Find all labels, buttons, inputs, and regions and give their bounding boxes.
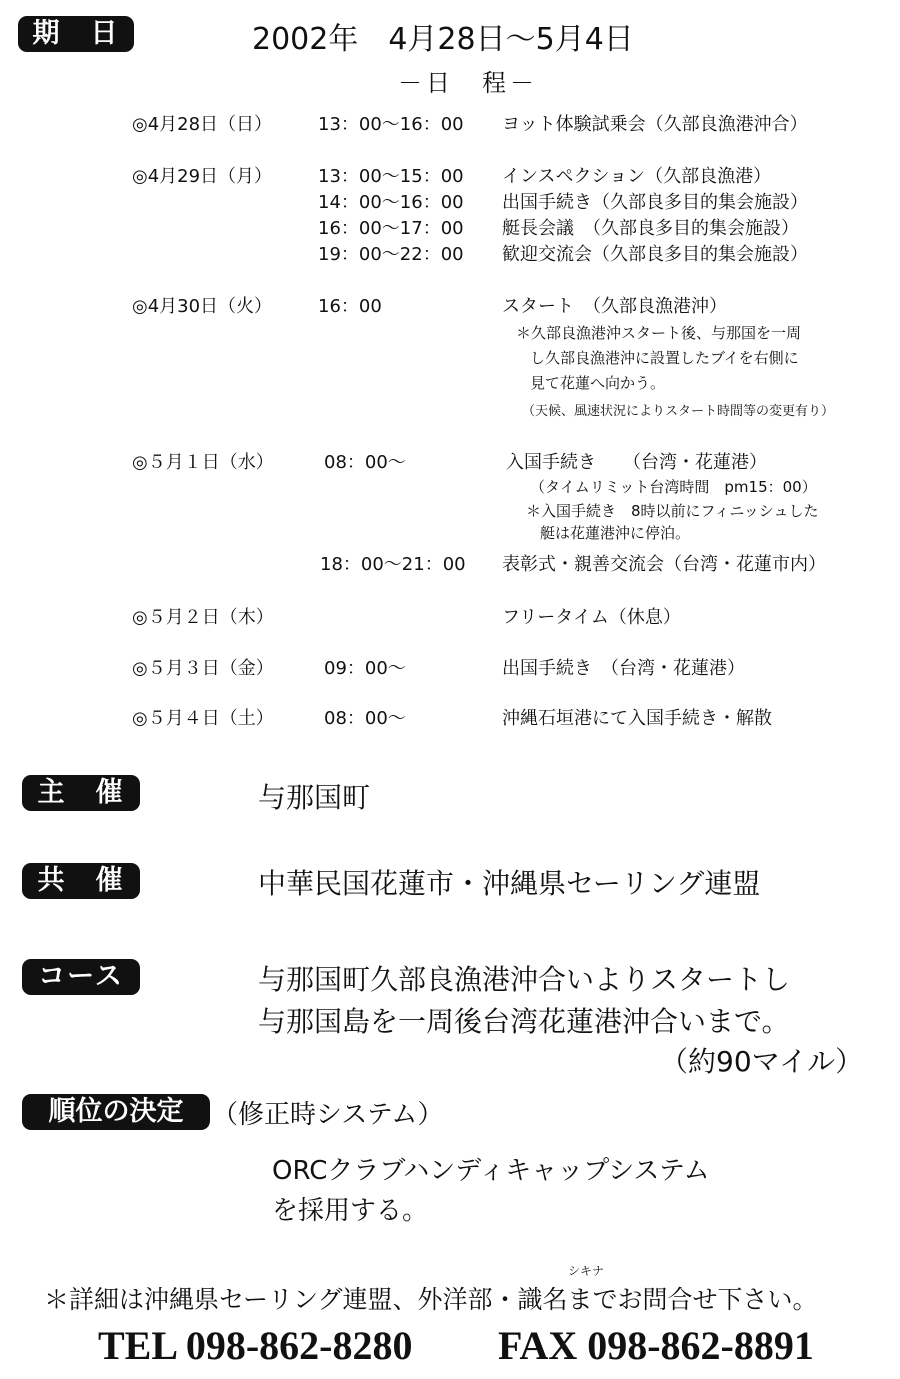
schedule-event: ヨット体験試乗会（久部良漁港沖合）: [502, 114, 808, 135]
schedule-time: 16：00～17：00: [318, 218, 464, 239]
tel-number: TEL 098-862-8280: [98, 1323, 413, 1368]
contact-note: ＊詳細は沖縄県セーリング連盟、外洋部・識名までお問合せ下さい。: [44, 1285, 818, 1314]
schedule-time: 13：00～15：00: [318, 166, 464, 187]
fax-number: FAX 098-862-8891: [498, 1323, 814, 1368]
date-label: 期 日: [18, 16, 134, 52]
schedule-event: スタート （久部良漁港沖）: [502, 296, 727, 317]
schedule-event: フリータイム（休息）: [502, 607, 681, 628]
schedule-event: 艇長会議 （久部良多目的集会施設）: [502, 218, 799, 239]
schedule-event: 沖縄石垣港にて入国手続き・解散: [502, 708, 772, 729]
ranking-label: 順位の決定: [22, 1094, 210, 1130]
schedule-time: 08：00～: [324, 452, 406, 473]
co-organizer-label: 共 催: [22, 863, 140, 899]
ranking-subtitle: （修正時システム）: [212, 1100, 444, 1130]
schedule-date: ◎５月４日（土）: [132, 708, 274, 729]
schedule-title: －日 程－: [398, 69, 538, 97]
organizer-value: 与那国町: [258, 781, 371, 814]
schedule-time: 09：00～: [324, 658, 406, 679]
schedule-time: 08：00～: [324, 708, 406, 729]
schedule-note: し久部良漁港沖に設置したブイを右側に: [530, 349, 799, 367]
course-label: コース: [22, 959, 140, 995]
course-line-1: 与那国町久部良漁港沖合いよりスタートし: [258, 963, 791, 996]
schedule-time: 16：00: [318, 296, 382, 317]
co-organizer-value: 中華民国花蓮市・沖縄県セーリング連盟: [258, 867, 761, 900]
ranking-line-1: ORCクラブハンディキャップシステム: [272, 1156, 710, 1186]
schedule-event: 出国手続き（久部良多目的集会施設）: [502, 192, 808, 213]
course-line-2: 与那国島を一周後台湾花蓮港沖合いまで。: [258, 1005, 790, 1038]
schedule-date: ◎4月30日（火）: [132, 296, 273, 317]
schedule-note: 艇は花蓮港沖に停泊。: [540, 524, 691, 542]
organizer-label: 主 催: [22, 775, 140, 811]
name-ruby: シキナ: [568, 1264, 605, 1278]
schedule-time: 14：00～16：00: [318, 192, 464, 213]
schedule-note: 見て花蓮へ向かう。: [530, 374, 666, 392]
schedule-date: ◎５月２日（木）: [132, 607, 274, 628]
schedule-note: （タイムリミット台湾時間 pm15：00）: [530, 478, 817, 496]
schedule-date: ◎4月29日（月）: [132, 166, 273, 187]
ranking-line-2: を採用する。: [272, 1196, 429, 1226]
schedule-event: 表彰式・親善交流会（台湾・花蓮市内）: [502, 554, 826, 575]
date-range: 2002年 4月28日～5月4日: [252, 22, 634, 57]
schedule-time: 19：00～22：00: [318, 244, 464, 265]
schedule-date: ◎５月１日（水）: [132, 452, 274, 473]
schedule-time: 18：00～21：00: [320, 554, 466, 575]
course-line-3: （約90マイル）: [660, 1045, 864, 1078]
schedule-event: 入国手続き （台湾・花蓮港）: [506, 452, 767, 473]
schedule-event: インスペクション（久部良漁港）: [502, 166, 772, 187]
schedule-event: 歓迎交流会（久部良多目的集会施設）: [502, 244, 808, 265]
schedule-note: ＊久部良漁港沖スタート後、与那国を一周: [516, 324, 802, 342]
schedule-small-note: （天候、風速状況によりスタート時間等の変更有り）: [522, 404, 835, 419]
schedule-date: ◎５月３日（金）: [132, 658, 274, 679]
schedule-event: 出国手続き （台湾・花蓮港）: [502, 658, 745, 679]
schedule-date: ◎4月28日（日）: [132, 114, 273, 135]
schedule-note: ＊入国手続き 8時以前にフィニッシュした: [526, 502, 819, 520]
schedule-time: 13：00～16：00: [318, 114, 464, 135]
